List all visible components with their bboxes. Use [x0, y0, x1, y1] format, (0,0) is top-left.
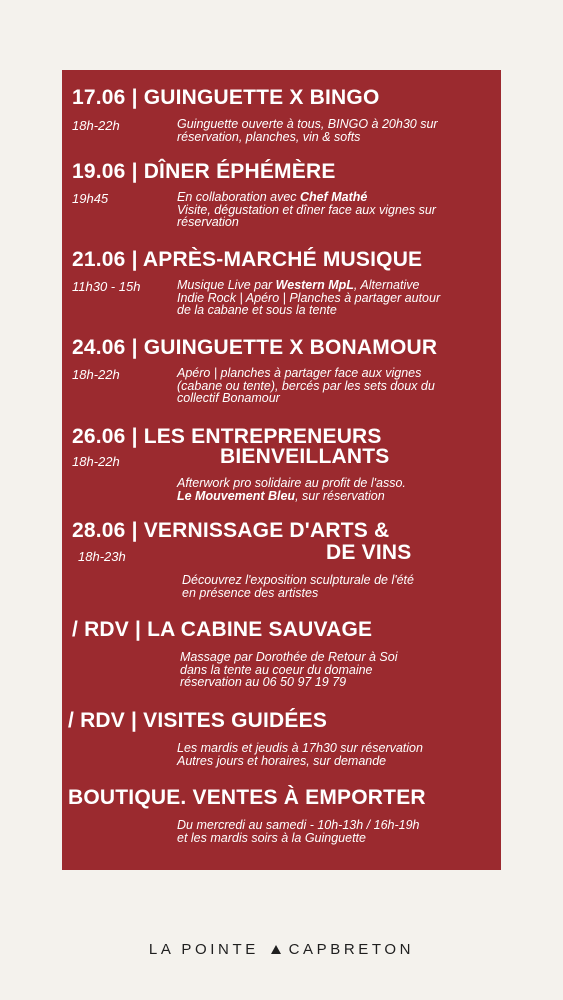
triangle-icon [271, 945, 281, 954]
brand-right: CAPBRETON [288, 941, 415, 958]
event-time: 19h45 [72, 191, 109, 206]
event-time: 18h-23h [78, 549, 126, 564]
event-description: En collaboration avec Chef Mathé Visite, dégustation et dîner face aux vignes sur réservation [177, 190, 436, 229]
event-description: Guinguette ouverte à tous, BINGO à 20h30 sur réservation, planches, vin & softs [177, 117, 438, 144]
event-title: 26.06 | LES ENTREPRENEURS [72, 425, 382, 448]
event-description: Découvrez l'exposition sculpturale de l'été en présence des artistes [182, 573, 414, 600]
event-description: Les mardis et jeudis à 17h30 sur réservation Autres jours et horaires, sur demande [177, 741, 423, 768]
brand-left: LA POINTE [148, 941, 259, 958]
event-title: 19.06 | DÎNER ÉPHÉMÈRE [72, 160, 336, 183]
event-title: 21.06 | APRÈS-MARCHÉ MUSIQUE [72, 248, 423, 271]
event-title: 17.06 | GUINGUETTE X BINGO [72, 86, 380, 109]
event-title-line2: DE VINS [326, 541, 412, 564]
event-time: 18h-22h [72, 367, 120, 382]
event-description: Musique Live par Western MpL, Alternative Indie Rock | Apéro | Planches à partager autour de la cabane et sous la tente [177, 278, 441, 317]
event-title-line2: BIENVEILLANTS [220, 445, 390, 468]
event-time: 11h30 - 15h [72, 279, 141, 294]
event-description: Afterwork pro solidaire au profit de l'asso. Le Mouvement Bleu, sur réservation [177, 476, 406, 503]
event-description: Massage par Dorothée de Retour à Soi dans la tente au coeur du domaine réservation au 06 50 97 19 79 [180, 650, 398, 689]
event-title: BOUTIQUE. VENTES À EMPORTER [68, 786, 426, 809]
event-time: 18h-22h [72, 454, 120, 469]
event-title: / RDV | LA CABINE SAUVAGE [72, 618, 373, 641]
event-description: Du mercredi au samedi - 10h-13h / 16h-19h et les mardis soirs à la Guinguette [177, 818, 420, 845]
event-title: 28.06 | VERNISSAGE D'ARTS & [72, 519, 390, 542]
event-title: / RDV | VISITES GUIDÉES [68, 709, 328, 732]
footer-brand [0, 941, 563, 958]
event-title: 24.06 | GUINGUETTE X BONAMOUR [72, 336, 438, 359]
event-description: Apéro | planches à partager face aux vignes (cabane ou tente), bercés par les sets doux du collectif Bonamour [177, 366, 435, 405]
program-panel [62, 70, 501, 870]
event-time: 18h-22h [72, 118, 120, 133]
